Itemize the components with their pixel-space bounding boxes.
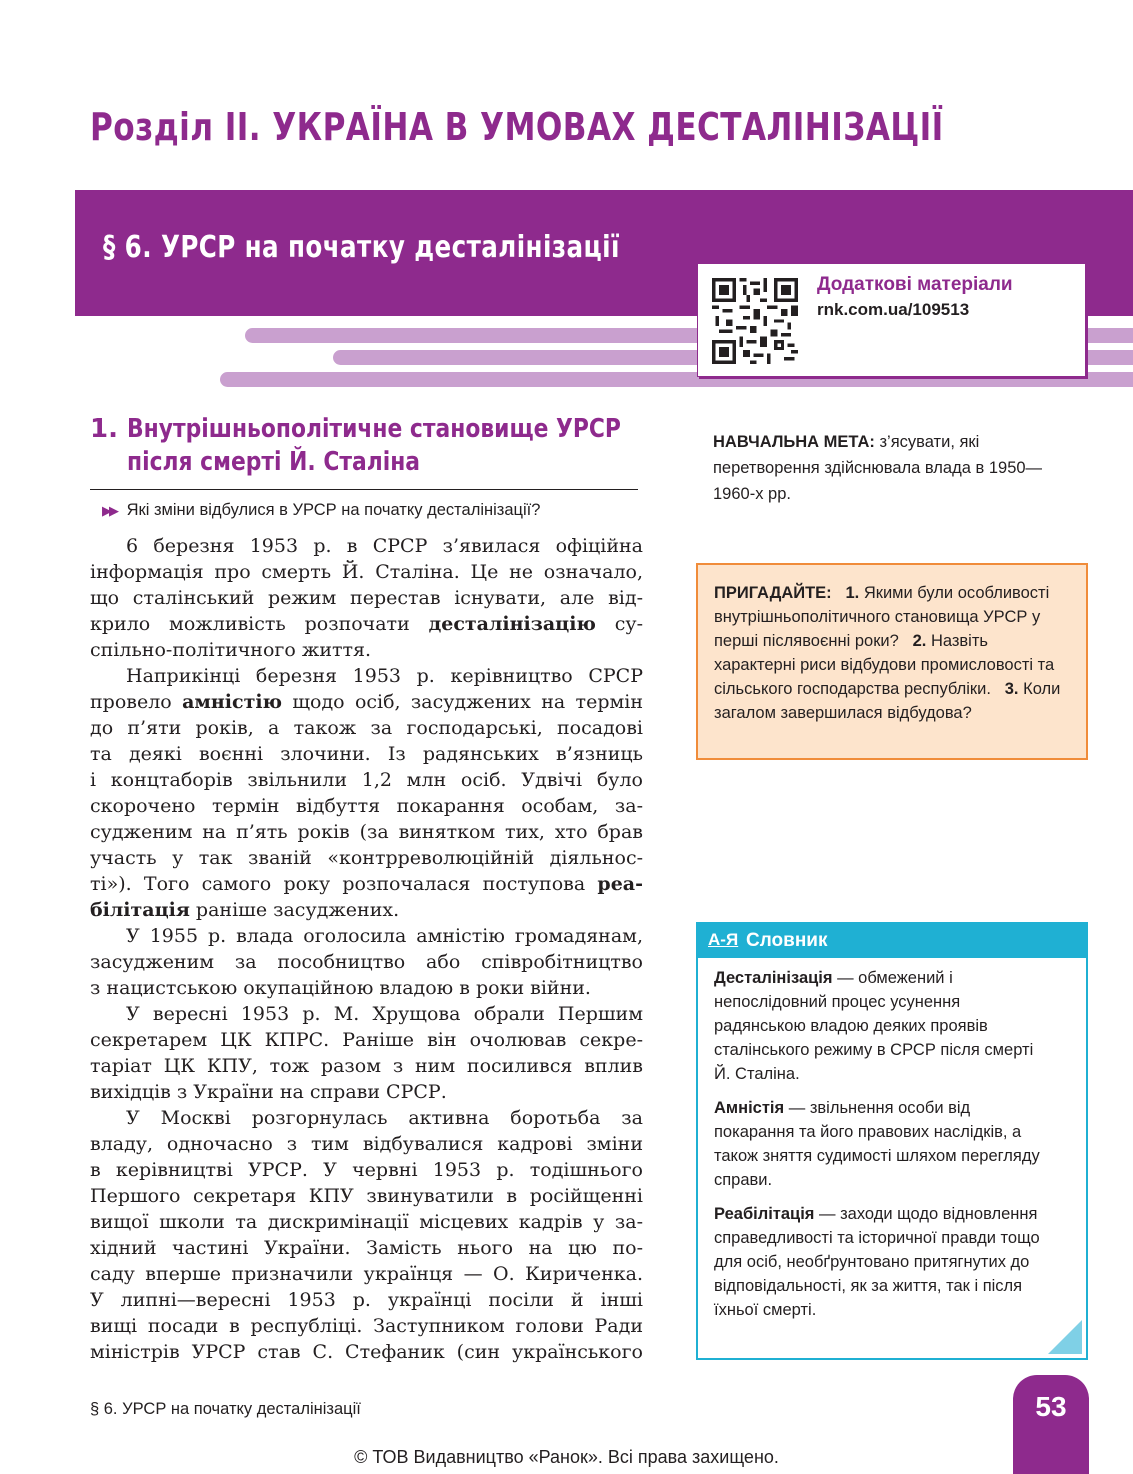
copyright: © ТОВ Видавництво «Ранок». Всі права захищено. [354, 1447, 779, 1467]
dictionary-definition: — звільнення особи від покарання та його правових наслідків, а також зняття судимості шляхом перегляду справи. [714, 1099, 1040, 1189]
remember-q3: Коли загалом завершилася відбудова? [714, 680, 1061, 722]
key-question [102, 501, 540, 520]
remember-q1-num: 1. [845, 584, 860, 602]
key-term: реа- [597, 873, 643, 895]
main-text [90, 533, 643, 1365]
dictionary-term: Десталінізація [714, 969, 833, 987]
text-line: саду вперше призначили українця — О. Кириченка. [90, 1263, 643, 1285]
text-line: до п’яти років, а також за господарські, посадові [90, 717, 643, 739]
double-arrow-icon: ▶▶ [102, 503, 116, 518]
dictionary-header [698, 924, 1086, 958]
running-title: § 6. УРСР на початку десталінізації [90, 1400, 361, 1418]
text-line: таріат ЦК КПУ, тож разом з ним посилився вплив [90, 1055, 643, 1077]
text-line: вищі посади в республіці. Заступником голови Ради [90, 1315, 643, 1337]
text-run: щодо осіб, засуджених на термін [282, 691, 643, 713]
qr-code-icon [712, 278, 798, 364]
text-run: ті»). Того самого року розпочалася поступова [90, 873, 598, 895]
remember-q2-num: 2. [912, 632, 927, 650]
key-term: білітація [90, 899, 190, 921]
page-number: 53 [1035, 1391, 1067, 1422]
remember-q3-num: 3. [1004, 680, 1019, 698]
learning-goal-label: НАВЧАЛЬНА МЕТА: [713, 433, 875, 451]
text-run: крило можливість розпочати [90, 613, 429, 635]
dictionary-definition: — обмежений і непослідовний процес усунення радянською владою деяких проявів сталінського режиму в СРСР після смерті Й. Сталіна. [714, 969, 1034, 1083]
text-line: владу, одночасно з тим відбувалися кадрові зміни [90, 1133, 643, 1155]
extra-materials-box[interactable] [697, 263, 1086, 377]
learning-goal-text: з’ясувати, які перетворення здійснювала влада в 1950—1960-х рр. [713, 433, 1043, 503]
text-line: в керівництві УРСР. У червні 1953 р. тодішнього [90, 1159, 643, 1181]
text-line: хідний частині України. Замість нього на цю по- [90, 1237, 643, 1259]
dictionary-term: Реабілітація [714, 1205, 815, 1223]
dictionary-entry [714, 1202, 1054, 1322]
learning-goal [713, 429, 1043, 507]
subsection-title: Внутрішньополітичне становище УРСР після смерті Й. Сталіна [127, 414, 621, 477]
extra-materials-label: Додаткові матеріали [817, 274, 1013, 295]
text-line: засудженим за пособництво або співробітництво [90, 951, 643, 973]
text-run: провело [90, 691, 183, 713]
text-line: що сталінський режим перестав існувати, але від- [90, 587, 643, 609]
text-line: з нацистською окупаційною владою в роки війни. [90, 977, 591, 999]
text-line: та деякі воєнні злочини. Із радянських в’язниць [90, 743, 643, 765]
text-line: міністрів УРСР став С. Стефаник (син українського [90, 1341, 643, 1363]
text-line: У липні—вересні 1953 р. українці посіли й інші [90, 1289, 643, 1311]
dictionary-entry [714, 966, 1054, 1086]
dictionary-entries [714, 966, 1054, 1332]
text-line: Наприкінці березня 1953 р. керівництво СРСР [126, 665, 643, 687]
subsection-number: 1. [90, 414, 118, 444]
text-line: вихідців з України на справи СРСР. [90, 1081, 447, 1103]
text-line: У вересні 1953 р. М. Хрущова обрали Першим [126, 1003, 643, 1025]
text-line: спільно-політичного життя. [90, 639, 372, 661]
text-line: У 1955 р. влада оголосила амністію громадянам, [126, 925, 643, 947]
az-dictionary-icon: А-Я [708, 930, 739, 949]
text-line [90, 689, 643, 715]
key-term: амністію [182, 691, 283, 713]
section-title: Розділ ІІ. УКРАЇНА В УМОВАХ ДЕСТАЛІНІЗАЦІЇ [90, 105, 944, 149]
text-line: 6 березня 1953 р. в СРСР з’явилася офіційна [126, 535, 643, 557]
text-line: судженим на п’ять років (за винятком тих, хто брав [90, 821, 643, 843]
dictionary-term: Амністія [714, 1099, 785, 1117]
text-line: інформація про смерть Й. Сталіна. Це не означало, [90, 561, 643, 583]
remember-q1: Якими були особливості внутрішньополітичного становища УРСР у перші післявоєнні роки? [714, 584, 1050, 650]
text-line: У Москві розгорнулась активна боротьба за [126, 1107, 643, 1129]
key-term: десталінізацію [428, 613, 596, 635]
remember-text [714, 581, 1071, 725]
text-line: вищої школи та дискримінації місцевих кадрів у за- [90, 1211, 643, 1233]
text-line: Першого секретаря КПУ звинуватили в російщенні [90, 1185, 643, 1207]
text-line: і концтаборів звільнили 1,2 млн осіб. Удвічі було [90, 769, 643, 791]
paragraph-title: § 6. УРСР на початку десталінізації [103, 230, 620, 265]
remember-box [696, 563, 1088, 760]
corner-triangle-icon [1048, 1320, 1082, 1354]
text-line [90, 611, 643, 637]
text-line [90, 897, 643, 923]
key-question-text: Які зміни відбулися в УРСР на початку десталінізації? [126, 501, 541, 519]
dictionary-title: Словник [746, 930, 828, 951]
text-line [90, 871, 643, 897]
remember-label: ПРИГАДАЙТЕ: [714, 584, 832, 602]
dictionary-definition: — заходи щодо відновлення справедливості та історичної правди тощо для осіб, необґрунтовано притягнутих до відповідальності, як за життя, так і після їхньої смерті. [714, 1205, 1040, 1319]
dictionary-box [696, 922, 1088, 1360]
text-line: секретарем ЦК КПРС. Раніше він очолював секре- [90, 1029, 643, 1051]
dictionary-entry [714, 1096, 1054, 1192]
text-line: скорочено термін відбуття покарання особам, за- [90, 795, 643, 817]
remember-q2: Назвіть характерні риси відбудови промисловості та сільського господарства республіки. [714, 632, 1055, 698]
divider [90, 489, 638, 490]
text-run: раніше засуджених. [189, 899, 400, 921]
text-run: су- [595, 613, 643, 635]
extra-materials-url[interactable]: rnk.com.ua/109513 [817, 300, 970, 319]
text-line: участь у так званій «контрреволюційній діяльнос- [90, 847, 643, 869]
